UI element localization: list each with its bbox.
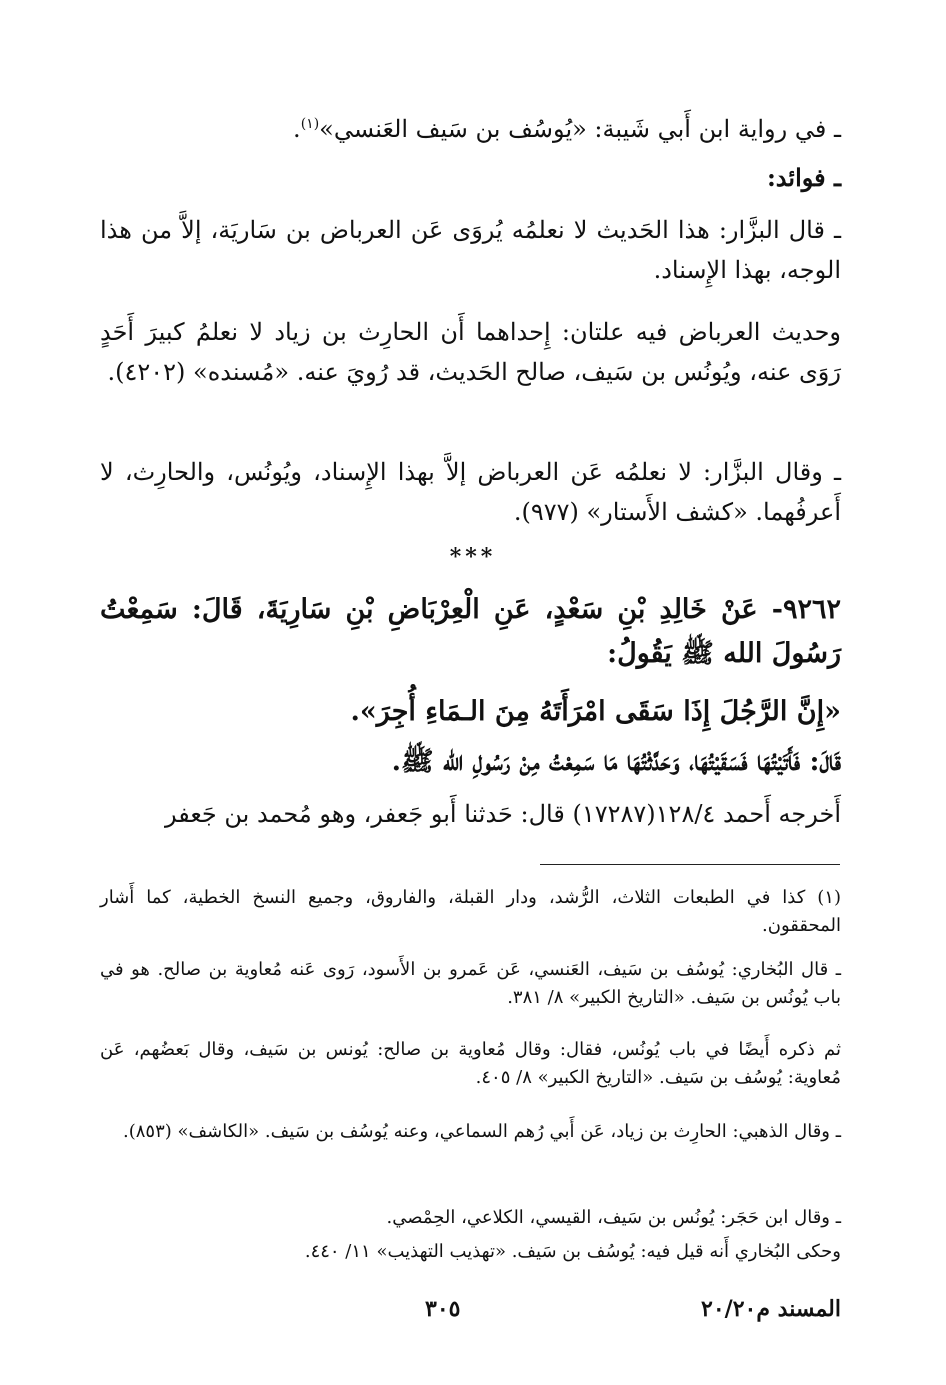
hadith-matn: «إِنَّ الرَّجُلَ إِذَا سَقَى امْرَأَتَهُ مِنَ الـمَاءِ أُجِرَ».: [350, 696, 841, 727]
footnote-marker: (١): [300, 116, 320, 132]
paragraph-text: ـ في رواية ابن أَبي شَيبة: «يُوسُف بن سَيف العَنسي»: [319, 115, 841, 143]
hadith-isnad: ٩٢٦٢- عَنْ خَالِدِ بْنِ سَعْدٍ، عَنِ الْعِرْبَاضِ بْنِ سَارِيَةَ، قَالَ: سَمِعْتُ رَسُولَ الله ﷺ يَقُولُ:: [100, 594, 841, 669]
paragraph-bazzar-1: ـ قال البزَّار: هذا الحَديث لا نعلمُه يُروَى عَن العرباض بن سَاريَة، إلاَّ من هذا الوجه، بهذا الإِسناد.: [100, 216, 841, 284]
takhrij-line: أَخرجه أَحمد ١٢٨/٤(١٧٢٨٧) قال: حَدثنا أَبو جَعفر، وهو مُحمد بن جَعفر: [164, 800, 841, 828]
footnote-bukhari-yunus: ثم ذكره أَيضًا في باب يُونُس، فقال: وقال مُعاوية بن صالح: يُونس بن سَيف، وقال بَعضُهم، عَن مُعاوية: يُوسُف بن سَيف. «التاريخ الكبير» ٨/ ٤٠٥.: [100, 1039, 841, 1088]
page-number: ٣٠٥: [425, 1296, 461, 1322]
benefits-heading: [100, 158, 841, 198]
section-separator: ***: [449, 544, 497, 570]
footnote-ibn-hajar: ـ وقال ابن حَجَر: يُونُس بن سَيف، القيسي، الكلاعي، الحِمْصي.: [386, 1207, 841, 1228]
paragraph-end: .: [293, 115, 301, 143]
footnote-bukhari: ـ قال البُخاري: يُوسُف بن سَيف، العَنسي، عَن عَمرو بن الأَسود، رَوى عَنه مُعاوية بن صالح. هو في باب يُونُس بن سَيف. «التاريخ الكبير» ٨/ ٣٨١.: [100, 959, 841, 1008]
footnote-dhahabi: ـ وقال الذهبي: الحارِث بن زياد، عَن أَبي رُهم السماعي، وعنه يُوسُف بن سَيف. «الكاشف» (٨٥٣).: [123, 1121, 841, 1142]
signature-mark: المسند م٢٠/٢٠: [701, 1296, 841, 1322]
footnote-divider: [540, 864, 840, 865]
footnote-bukhari-tahdhib: وحكى البُخاري أَنه قيل فيه: يُوسُف بن سَيف. «تهذيب التهذيب» ١١/ ٤٤٠.: [304, 1241, 841, 1262]
paragraph-ibn-abi-shayba: [100, 104, 841, 149]
paragraph-two-defects: وحديث العرباض فيه علتان: إِحداهما أَن الحارِث بن زياد لا نعلمُ كبيرَ أَحَدٍ رَوَى عنه، ويُونُس بن سَيف، صالح الحَديث، قد رُويَ عنه. «مُسنده» (٤٢٠٢).: [100, 318, 841, 386]
paragraph-bazzar-2: ـ وقال البزَّار: لا نعلمُه عَن العرباض إلاَّ بهذا الإِسناد، ويُونُس، والحارِث، لا أَعرفُهما. «كشف الأَستار» (٩٧٧).: [100, 458, 841, 526]
footnote-1: (١) كذا في الطبعات الثلاث، الرُّشد، ودار القبلة، والفاروق، وجميع النسخ الخطية، كما أَشار المحققون.: [100, 887, 841, 936]
hadith-narration: قَالَ: فَأَتَيْتُهَا فَسَقَيْتُهَا، وَحَدَّثْتُهَا مَا سَمِعْتُ مِنْ رَسُولِ الله ﷺ.: [391, 746, 841, 777]
heading-text: ـ فوائد:: [766, 163, 841, 192]
